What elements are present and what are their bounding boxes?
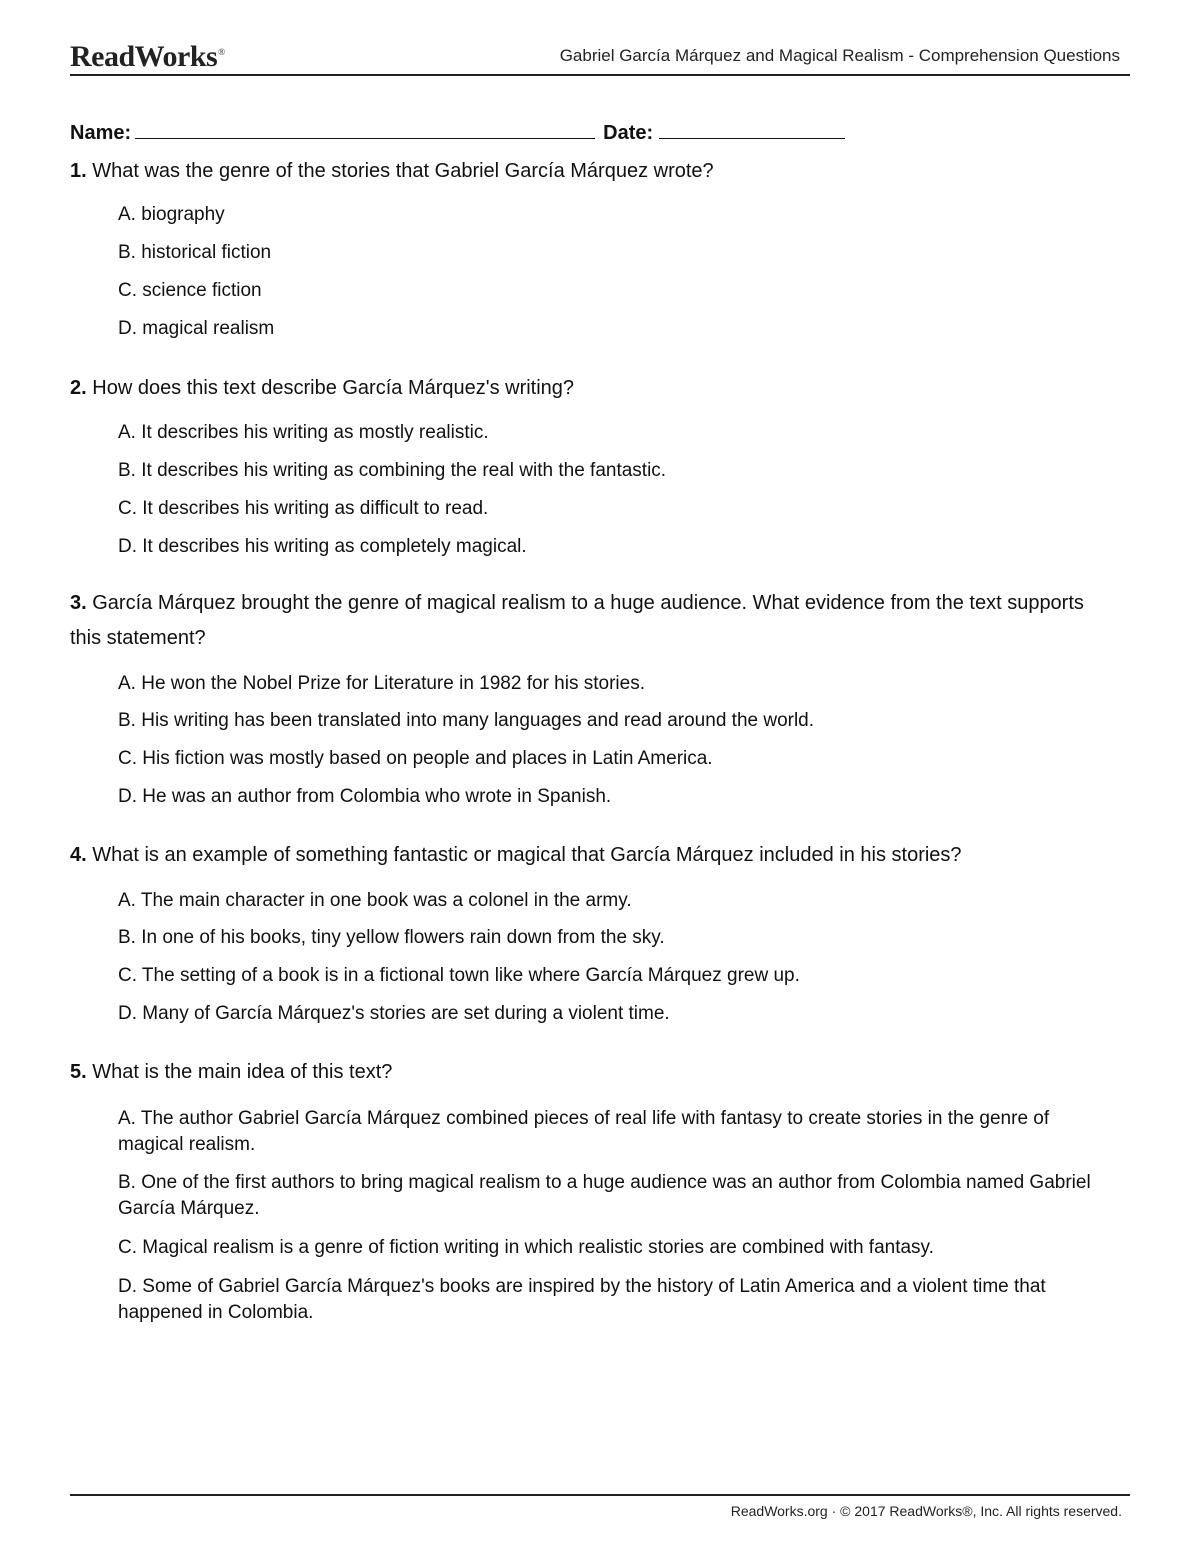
date-label: Date:	[603, 122, 654, 144]
answer-option[interactable]: C. His fiction was mostly based on people and places in Latin America.	[118, 748, 713, 769]
answer-option[interactable]: A. He won the Nobel Prize for Literature in 1982 for his stories.	[118, 673, 645, 694]
answer-option[interactable]: D. It describes his writing as completely magical.	[118, 536, 527, 557]
answer-option[interactable]: A. The main character in one book was a colonel in the army.	[118, 890, 632, 911]
question-5	[70, 1055, 1110, 1090]
answer-option[interactable]: C. The setting of a book is in a fictional town like where García Márquez grew up.	[118, 965, 800, 986]
question-number: 5.	[70, 1061, 87, 1083]
question-number: 3.	[70, 592, 87, 614]
answer-option[interactable]: B. In one of his books, tiny yellow flowers rain down from the sky.	[118, 927, 665, 948]
question-1	[70, 154, 1110, 189]
registered-mark: ®	[218, 47, 225, 57]
question-text: How does this text describe García Márquez's writing?	[92, 377, 575, 399]
footer-divider	[70, 1494, 1130, 1496]
answer-option[interactable]: A. It describes his writing as mostly realistic.	[118, 422, 489, 443]
header-divider	[70, 74, 1130, 76]
answer-option[interactable]: D. magical realism	[118, 318, 275, 339]
page-header	[70, 38, 1130, 76]
copyright-footer: ReadWorks.org · © 2017 ReadWorks®, Inc. All rights reserved.	[730, 1503, 1122, 1519]
answer-option[interactable]: D. Many of García Márquez's stories are set during a violent time.	[118, 1003, 670, 1024]
question-text: What is the main idea of this text?	[92, 1061, 393, 1083]
question-number: 4.	[70, 844, 87, 866]
question-text: García Márquez brought the genre of magical realism to a huge audience. What evidence from the text supports this statement?	[70, 592, 1084, 649]
name-date-bar	[70, 118, 845, 145]
answer-option[interactable]: B. historical fiction	[118, 242, 272, 263]
answer-option[interactable]: D. He was an author from Colombia who wrote in Spanish.	[118, 786, 612, 807]
answer-option[interactable]: D. Some of Gabriel García Márquez's books are inspired by the history of Latin America and a violent time that happened in Colombia.	[118, 1276, 1046, 1323]
answer-option[interactable]: A. biography	[118, 204, 225, 225]
answer-option[interactable]: B. It describes his writing as combining the real with the fantastic.	[118, 460, 667, 481]
question-text: What is an example of something fantastic or magical that García Márquez included in his stories?	[92, 844, 962, 866]
question-2	[70, 371, 1110, 406]
question-number: 2.	[70, 377, 87, 399]
document-title: Gabriel García Márquez and Magical Realism - Comprehension Questions	[559, 46, 1120, 65]
question-number: 1.	[70, 160, 87, 182]
date-blank[interactable]	[659, 118, 845, 139]
answer-option[interactable]: A. The author Gabriel García Márquez combined pieces of real life with fantasy to create stories in the genre of magical realism.	[118, 1108, 1050, 1155]
answer-option[interactable]: B. His writing has been translated into many languages and read around the world.	[118, 710, 815, 731]
readworks-logo	[70, 40, 225, 74]
question-3	[70, 586, 1110, 656]
question-4	[70, 838, 1110, 873]
answer-option[interactable]: C. science fiction	[118, 280, 262, 301]
answer-option[interactable]: C. Magical realism is a genre of fiction writing in which realistic stories are combined with fantasy.	[118, 1237, 934, 1258]
question-text: What was the genre of the stories that Gabriel García Márquez wrote?	[92, 160, 714, 182]
name-blank[interactable]	[135, 118, 595, 139]
name-label: Name:	[70, 122, 132, 144]
answer-option[interactable]: B. One of the first authors to bring magical realism to a huge audience was an author from Colombia named Gabriel García Márquez.	[118, 1172, 1091, 1219]
answer-option[interactable]: C. It describes his writing as difficult to read.	[118, 498, 489, 519]
logo-text: ReadWorks	[70, 40, 218, 73]
